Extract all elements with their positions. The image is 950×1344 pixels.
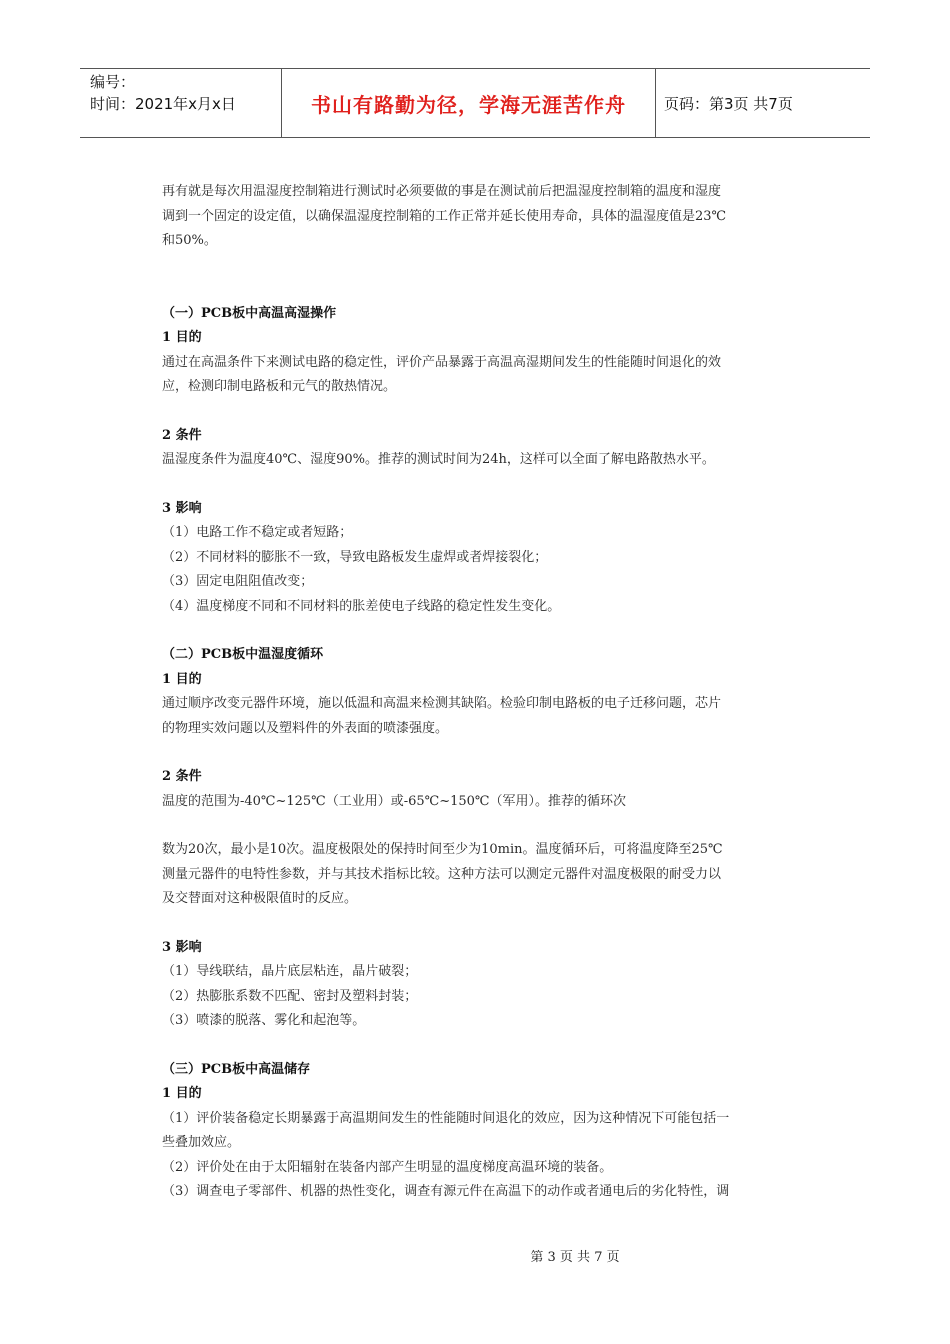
paragraph-line: 通过在高温条件下来测试电路的稳定性，评价产品暴露于高温高湿期间发生的性能随时间退化的效 <box>162 354 722 370</box>
paragraph-line: （2）评价处在由于太阳辐射在装备内部产生明显的温度梯度高温环境的装备。 <box>162 1159 613 1175</box>
paragraph-line: 的物理实效问题以及塑料件的外表面的喷漆强度。 <box>162 720 449 736</box>
header-page-label: 页码：第3页 共7页 <box>664 94 793 113</box>
intro-line: 再有就是每次用温湿度控制箱进行测试时必须要做的事是在测试前后把温湿度控制箱的温度和湿度 <box>162 184 722 199</box>
subsection-heading: 1 目的 <box>162 1086 202 1101</box>
paragraph-line: 及交替面对这种极限值时的反应。 <box>162 891 358 906</box>
paragraph-line: 些叠加效应。 <box>162 1135 241 1150</box>
list-item: （3）固定电阻阻值改变； <box>162 574 314 589</box>
list-item: （2）热膨胀系数不匹配、密封及塑料封装； <box>162 988 418 1004</box>
header-meta <box>80 69 282 137</box>
paragraph-line: 应，检测印制电路板和元气的散热情况。 <box>162 379 397 394</box>
list-item: （3）喷漆的脱落、雾化和起泡等。 <box>162 1013 366 1028</box>
section-title: （二）PCB板中温湿度循环 <box>162 647 324 662</box>
document-body <box>162 180 792 1205</box>
subsection-heading: 1 目的 <box>162 671 202 687</box>
subsection-heading: 2 条件 <box>162 769 202 784</box>
number-label: 编号： <box>90 73 136 91</box>
list-item: （4）温度梯度不同和不同材料的胀差使电子线路的稳定性发生变化。 <box>162 598 561 614</box>
paragraph-line: （3）调查电子零部件、机器的热性变化，调查有源元件在高温下的动作或者通电后的劣化特性，调 <box>162 1184 730 1199</box>
paragraph-line: 通过顺序改变元器件环境，施以低温和高温来检测其缺陷。检验印制电路板的电子迁移问题，芯片 <box>162 696 722 711</box>
intro-line: 和50%。 <box>162 233 217 248</box>
paragraph-line: 数为20次，最小是10次。温度极限处的保持时间至少为10min。温度循环后，可将温度降至25℃ <box>162 842 723 857</box>
subsection-heading: 3 影响 <box>162 939 202 955</box>
paragraph-line: 温湿度条件为温度40℃、湿度90%。推荐的测试时间为24h，这样可以全面了解电路散热水平。 <box>162 452 715 467</box>
intro-line: 调到一个固定的设定值，以确保温湿度控制箱的工作正常并延长使用寿命，具体的温湿度值是23℃ <box>162 208 727 224</box>
section-title: （三）PCB板中高温储存 <box>162 1061 311 1077</box>
subsection-heading: 1 目的 <box>162 330 202 345</box>
paragraph-line: （1）评价装备稳定长期暴露于高温期间发生的性能随时间退化的效应，因为这种情况下可能包括一 <box>162 1110 730 1126</box>
paragraph-line: 测量元器件的电特性参数，并与其技术指标比较。这种方法可以测定元器件对温度极限的耐受力以 <box>162 866 722 882</box>
subsection-heading: 3 影响 <box>162 500 202 516</box>
page-footer: 第 3 页 共 7 页 <box>530 1250 620 1265</box>
paragraph-line: 温度的范围为-40℃~125℃（工业用）或-65℃~150℃（军用）。推荐的循环次 <box>162 793 626 809</box>
header-motto: 书山有路勤为径，学海无涯苦作舟 <box>282 69 656 137</box>
subsection-heading: 2 条件 <box>162 427 202 443</box>
list-item: （1）导线联结，晶片底层粘连，晶片破裂； <box>162 964 418 979</box>
list-item: （2）不同材料的膨胀不一致，导致电路板发生虚焊或者焊接裂化； <box>162 549 548 565</box>
page-header <box>80 68 870 138</box>
section-title: （一）PCB板中高温高湿操作 <box>162 305 337 321</box>
list-item: （1）电路工作不稳定或者短路； <box>162 525 353 540</box>
time-label: 时间：2021年x月x日 <box>90 95 236 113</box>
